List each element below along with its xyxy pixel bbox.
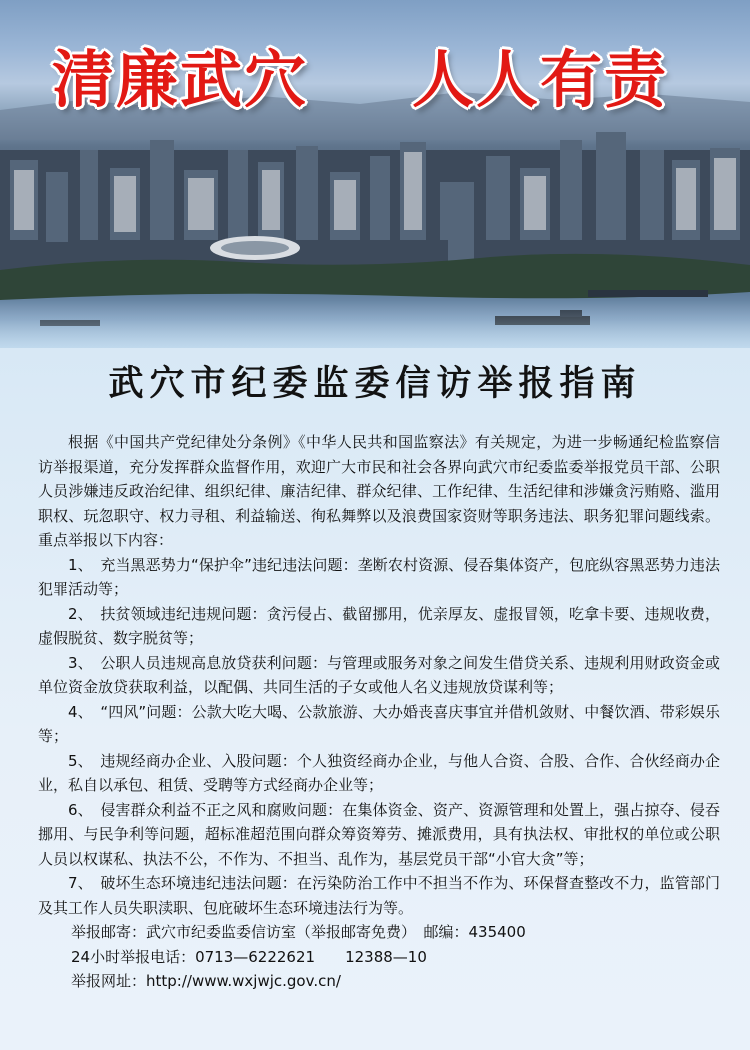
list-item: 7、 破坏生态环境违纪违法问题：在污染防治工作中不担当不作为、环保督查整改不力，监管部门及其工作人员失职渎职、包庇破坏生态环境违法行为等。 xyxy=(38,874,720,917)
list-item: 1、 充当黑恶势力“保护伞”违纪违法问题：垄断农村资源、侵吞集体资产，包庇纵容黑恶势力违法犯罪活动等； xyxy=(38,555,720,598)
list-item: 6、 侵害群众利益不正之风和腐败问题：在集体资金、资产、资源管理和处置上，强占掠夺、侵吞挪用、与民争利等问题，超标准超范围向群众筹资筹劳、摊派费用，具有执法权、审批权的单位或公职人员以权谋私、执法不公，不作为、不担当、乱作为，基层党员干部“小官大贪”等； xyxy=(38,800,720,868)
intro-paragraph: 根据《中国共产党纪律处分条例》《中华人民共和国监察法》有关规定，为进一步畅通纪检监察信访举报渠道，充分发挥群众监督作用，欢迎广大市民和社会各界向武穴市纪委监委举报党员干部、公职人员涉嫌违反政治纪律、组织纪律、廉洁纪律、群众纪律、工作纪律、生活纪律和涉嫌贪污贿赂、滥用职权、玩忽职守、权力寻租、利益输送、徇私舞弊以及浪费国家资财等职务违法、职务犯罪问题线索。重点举报以下内容： xyxy=(38,433,720,549)
city-banner xyxy=(0,0,750,348)
guide-content xyxy=(38,430,720,994)
list-item: 5、 违规经商办企业、入股问题：个人独资经商办企业，与他人合资、合股、合作、合伙经商办企业，私自以承包、租赁、受聘等方式经商办企业等； xyxy=(38,751,720,794)
list-item: 4、 “四风”问题：公款大吃大喝、公款旅游、大办婚丧喜庆事宜并借机敛财、中餐饮酒、带彩娱乐等； xyxy=(38,702,720,745)
slogan-clean-wuxue: 清廉武穴 xyxy=(52,43,309,116)
list-item: 3、 公职人员违规高息放贷获利问题：与管理或服务对象之间发生借贷关系、违规利用财政资金或单位资金放贷获取利益，以配偶、共同生活的子女或他人名义违规放贷谋利等； xyxy=(38,653,720,696)
slogan-everyone-responsible: 人人有责 xyxy=(412,43,669,116)
page-title: 武穴市纪委监委信访举报指南 xyxy=(108,364,642,404)
list-item: 2、 扶贫领域违纪违规问题：贪污侵占、截留挪用，优亲厚友、虚报冒领，吃拿卡要、违规收费，虚假脱贫、数字脱贫等； xyxy=(38,604,720,647)
contact-website: 举报网址：http://www.wxjwjc.gov.cn/ xyxy=(71,972,341,990)
contact-mail: 举报邮寄：武穴市纪委监委信访室（举报邮寄免费） 邮编：435400 xyxy=(71,923,526,941)
contact-phone: 24小时举报电话：0713—6222621 12388—10 xyxy=(71,947,427,966)
